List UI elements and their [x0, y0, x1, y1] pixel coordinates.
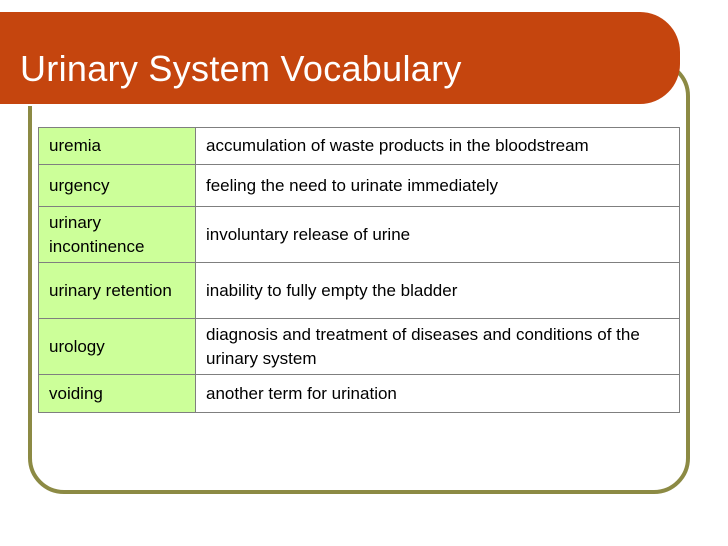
table-row — [39, 319, 680, 375]
term-cell: uremia — [39, 128, 196, 165]
definition-cell: accumulation of waste products in the bloodstream — [196, 128, 680, 165]
table-row — [39, 207, 680, 263]
slide-title: Urinary System Vocabulary — [20, 48, 462, 89]
definition-cell: diagnosis and treatment of diseases and conditions of the urinary system — [196, 319, 680, 375]
vocabulary-table — [38, 127, 680, 413]
definition-cell: feeling the need to urinate immediately — [196, 165, 680, 207]
term-cell: urinary incontinence — [39, 207, 196, 263]
table-row — [39, 375, 680, 413]
title-bar — [0, 12, 680, 104]
term-cell: voiding — [39, 375, 196, 413]
table-row — [39, 263, 680, 319]
term-cell: urology — [39, 319, 196, 375]
term-cell: urgency — [39, 165, 196, 207]
term-cell: urinary retention — [39, 263, 196, 319]
definition-cell: involuntary release of urine — [196, 207, 680, 263]
title-divider — [20, 104, 642, 106]
definition-cell: inability to fully empty the bladder — [196, 263, 680, 319]
table-row — [39, 165, 680, 207]
table-row — [39, 128, 680, 165]
definition-cell: another term for urination — [196, 375, 680, 413]
